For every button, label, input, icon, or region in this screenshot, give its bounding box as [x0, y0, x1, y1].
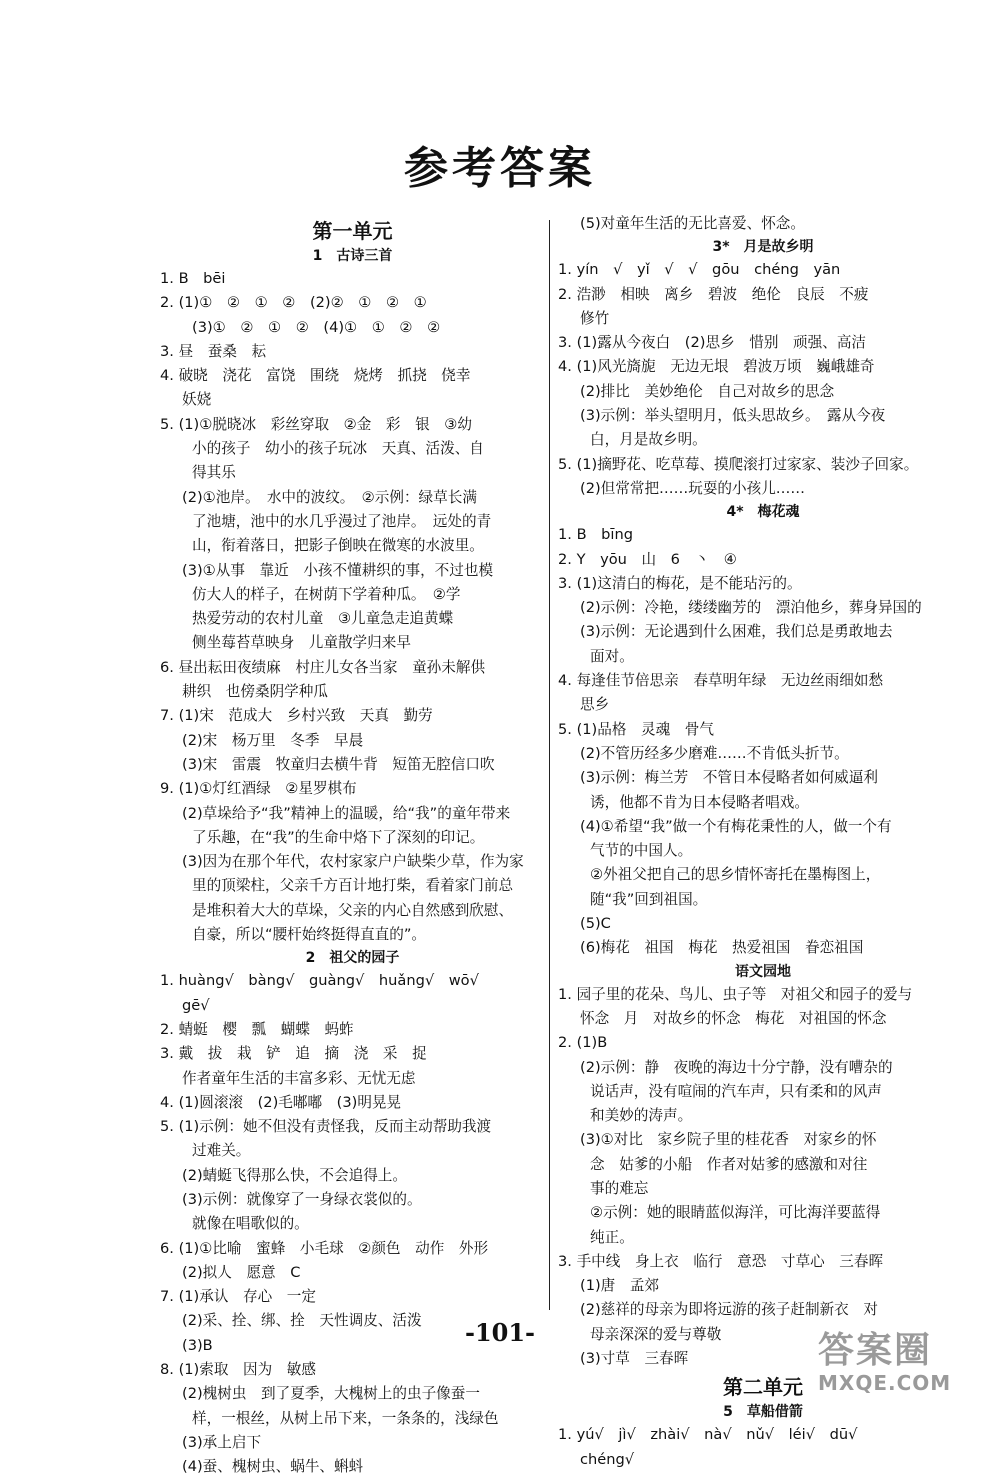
answer-subline: (3)寸草 三春晖 — [580, 1350, 689, 1368]
answer-continuation: 母亲深深的爱与尊敬 — [590, 1325, 722, 1343]
answer-subline: (3)宋 雷震 牧童归去横牛背 短笛无腔信口吹 — [182, 755, 495, 773]
watermark-cn: 答案圈 — [818, 1330, 933, 1371]
answer-subline: (2)蜻蜓飞得那么快，不会追得上。 — [182, 1166, 407, 1184]
answer-subline: (3)承上启下 — [182, 1433, 262, 1451]
answer-line: 2. 浩渺 相映 离乡 碧波 绝伦 良辰 不疲 — [558, 285, 869, 303]
answer-line: 5. (1)①脱晓冰 彩丝穿取 ②金 彩 银 ③幼 — [160, 415, 472, 433]
answer-subline: (5)对童年生活的无比喜爱、怀念。 — [580, 215, 805, 232]
answer-continuation: 诱，他都不肯为日本侵略者唱戏。 — [590, 793, 809, 811]
answer-continuation: 是堆积着大大的草垛，父亲的内心自然感到欣慰、 — [192, 901, 514, 919]
answer-subline: (2)拟人 愿意 C — [182, 1263, 301, 1281]
column-divider — [549, 220, 550, 1310]
answer-subline: (4)蚕、槐树虫、蜗牛、蝌蚪 — [182, 1458, 364, 1476]
answer-subline: (2)草垛给予“我”精神上的温暖，给“我”的童年带来 — [182, 804, 511, 822]
answer-continuation: 过难关。 — [192, 1142, 251, 1160]
answer-subline: (2)采、拴、绑、拴 天性调皮、活泼 — [182, 1312, 422, 1330]
answer-subline: 作者童年生活的丰富多彩、无忧无虑 — [182, 1069, 416, 1087]
answer-line: 5. (1)摘野花、吃草莓、摸爬滚打过家家、装沙子回家。 — [558, 455, 919, 473]
answer-line: 6. 昼出耘田夜绩麻 村庄儿女各当家 童孙未解供 — [160, 658, 486, 676]
lesson-heading: 5 草船借箭 — [723, 1404, 803, 1421]
unit-heading: 第一单元 — [312, 219, 393, 243]
answer-continuation: 小的孩子 幼小的孩子玩冰 天真、活泼、自 — [192, 440, 484, 458]
answer-subline: 妖娆 — [182, 391, 212, 409]
watermark-logo — [818, 1330, 988, 1400]
unit-heading: 第二单元 — [723, 1375, 803, 1400]
answer-continuation: 自豪，所以“腰杆始终挺得直直的”。 — [192, 926, 427, 944]
answer-line: 7. (1)宋 范成大 乡村兴致 天真 勤劳 — [160, 707, 433, 725]
answer-continuation: 里的顶梁柱，父亲千方百计地打柴，看着家门前总 — [192, 877, 514, 895]
answer-continuation: 热爱劳动的农村儿童 ③儿童急走追黄蝶 — [192, 610, 454, 628]
answer-subline: (2)①池岸。 水中的波纹。 ②示例：绿草长满 — [182, 488, 477, 506]
answer-subline: (2)示例：冷艳，缕缕幽芳的 漂泊他乡，葬身异国的 — [580, 599, 922, 617]
answer-line: 7. (1)承认 存心 一定 — [160, 1288, 316, 1306]
answer-continuation: 和美妙的涛声。 — [590, 1107, 693, 1125]
answer-continuation: 念 姑爹的小船 作者对姑爹的感激和对往 — [590, 1155, 868, 1173]
answer-subline: (2)慈祥的母亲为即将远游的孩子赶制新衣 对 — [580, 1301, 878, 1319]
answer-subline: gē√ — [182, 996, 210, 1014]
answer-line: 2. 蜻蜓 樱 瓢 蝴蝶 蚂蚱 — [160, 1020, 354, 1038]
answer-line: 4. (1)圆滚滚 (2)毛嘟嘟 (3)明晃晃 — [160, 1093, 402, 1111]
answers-left-column — [160, 215, 545, 1480]
answer-continuation: 得其乐 — [192, 464, 236, 482]
answer-subline: 耕织 也傍桑阴学种瓜 — [182, 683, 328, 701]
answer-subline: (2)槐树虫 到了夏季，大槐树上的虫子像蚕一 — [182, 1385, 480, 1403]
lesson-heading: 1 古诗三首 — [312, 248, 393, 264]
answer-line: 3. (1)这清白的梅花，是不能玷污的。 — [558, 574, 802, 592]
answer-subline: chéng√ — [580, 1450, 635, 1468]
answers-right-column — [558, 212, 968, 1472]
answer-subline: (2)排比 美妙绝伦 自己对故乡的思念 — [580, 382, 835, 400]
answer-continuation: 白，月是故乡明。 — [590, 431, 707, 449]
lesson-heading: 3* 月是故乡明 — [712, 239, 814, 256]
page-number: -101- — [464, 1318, 536, 1347]
answer-line: 2. Y yōu 山 6 丶 ④ — [558, 550, 737, 568]
answer-line: 3. (1)露从今夜白 (2)思乡 惜别 顽强、高洁 — [558, 334, 867, 352]
answer-subline: (5)C — [580, 915, 611, 933]
answer-line: 4. 破晓 浇花 富饶 围绕 烧烤 抓挠 侥幸 — [160, 367, 471, 385]
answer-continuation: 了乐趣，在“我”的生命中烙下了深刻的印记。 — [192, 828, 485, 846]
answer-line: 1. B bīng — [558, 526, 633, 544]
answer-subline: (2)但常常把……玩耍的小孩儿…… — [580, 479, 805, 497]
answer-line: 3. 戴 拔 栽 铲 追 摘 浇 采 捉 — [160, 1045, 427, 1063]
answer-line: 1. 园子里的花朵、鸟儿、虫子等 对祖父和园子的爱与 — [558, 985, 913, 1003]
answer-line: 4. (1)风光旖旎 无边无垠 碧波万顷 巍峨雄奇 — [558, 358, 875, 376]
answer-continuation: 侧坐莓苔草映身 儿童散学归来早 — [192, 634, 411, 652]
page-title: 参考答案 — [404, 143, 596, 194]
answer-continuation: ②示例：她的眼睛蓝似海洋，可比海洋要蓝得 — [590, 1204, 881, 1222]
answer-continuation: 随“我”回到祖国。 — [590, 890, 708, 908]
answer-continuation: 气节的中国人。 — [590, 842, 693, 860]
answer-line: 1. yú√ jì√ zhài√ nà√ nǔ√ léi√ dū√ — [558, 1426, 858, 1444]
answer-line: 3. 手中线 身上衣 临行 意恐 寸草心 三春晖 — [558, 1252, 884, 1270]
answer-subline: (4)①希望“我”做一个有梅花秉性的人，做一个有 — [580, 817, 892, 835]
answer-continuation: 山，衔着落日，把影子倒映在微寒的水波里。 — [192, 537, 484, 555]
answer-subline: (3)①对比 家乡院子里的桂花香 对家乡的怀 — [580, 1131, 877, 1149]
answer-subline: (3)示例：无论遇到什么困难，我们总是勇敢地去 — [580, 623, 893, 641]
answer-subline: (2)宋 杨万里 冬季 早晨 — [182, 731, 364, 749]
answer-subline: (2)不管历经多少磨难……不肯低头折节。 — [580, 744, 849, 762]
answer-line: 3. 昼 蚕桑 耘 — [160, 342, 267, 360]
answer-line: 1. yín √ yǐ √ √ gōu chéng yān — [558, 261, 841, 279]
lesson-heading: 2 祖父的园子 — [305, 950, 400, 967]
answer-line: 6. (1)①比喻 蜜蜂 小毛球 ②颜色 动作 外形 — [160, 1239, 489, 1257]
answer-continuation: 纯正。 — [590, 1228, 634, 1246]
answer-subline: 思乡 — [580, 696, 610, 714]
answer-line: 5. (1)品格 灵魂 骨气 — [558, 720, 714, 738]
answer-continuation: 就像在唱歌似的。 — [192, 1215, 309, 1233]
answer-subline: (3)因为在那个年代，农村家家户户缺柴少草，作为家 — [182, 853, 524, 871]
answer-subline: (3)示例：梅兰芳 不管日本侵略者如何威逼利 — [580, 769, 878, 787]
answer-subline: (3)示例：就像穿了一身绿衣裳似的。 — [182, 1190, 422, 1208]
answer-subline: (3)B — [182, 1336, 213, 1354]
answer-subline: (2)示例：静 夜晚的海边十分宁静，没有嘈杂的 — [580, 1058, 893, 1076]
answer-subline: 怀念 月 对故乡的怀念 梅花 对祖国的怀念 — [580, 1009, 887, 1027]
answer-line: 1. B bēi — [160, 270, 226, 287]
watermark-en: MXQE.COM — [818, 1371, 952, 1395]
answer-line: 2. (1)① ② ① ② (2)② ① ② ① — [160, 294, 427, 312]
answer-line: 1. huàng√ bàng√ guàng√ huǎng√ wō√ — [160, 972, 479, 990]
answer-subline: (1)唐 孟郊 — [580, 1277, 660, 1295]
answer-line: 4. 每逢佳节倍思亲 春草明年绿 无边丝雨细如愁 — [558, 672, 884, 690]
answer-line: 8. (1)索取 因为 敏感 — [160, 1361, 316, 1379]
answer-subline: (3)①从事 靠近 小孩不懂耕织的事，不过也模 — [182, 561, 494, 579]
lesson-heading: 语文园地 — [735, 963, 791, 980]
answer-continuation: 仿大人的样子，在树荫下学着种瓜。 ②学 — [192, 585, 461, 603]
answer-line: 5. (1)示例：她不但没有责怪我，反而主动帮助我渡 — [160, 1118, 492, 1136]
answer-continuation: 样，一根丝，从树上吊下来，一条条的，浅绿色 — [192, 1409, 499, 1427]
answer-line: 2. (1)B — [558, 1034, 608, 1052]
answer-continuation: 事的难忘 — [590, 1179, 649, 1197]
answer-subline: (6)梅花 祖国 梅花 热爱祖国 眷恋祖国 — [580, 939, 864, 957]
answer-continuation: ②外祖父把自己的思乡情怀寄托在墨梅图上， — [590, 866, 881, 884]
answer-continuation: 了池塘，池中的水几乎漫过了池岸。 远处的青 — [192, 512, 492, 530]
answer-line: 9. (1)①灯红酒绿 ②星罗棋布 — [160, 780, 357, 798]
answer-continuation: 说话声，没有喧闹的汽车声，只有柔和的风声 — [590, 1082, 882, 1100]
answer-continuation: (3)① ② ① ② (4)① ① ② ② — [192, 318, 441, 336]
lesson-heading: 4* 梅花魂 — [726, 504, 800, 521]
answer-subline: (3)示例：举头望明月，低头思故乡。 露从今夜 — [580, 407, 886, 425]
answer-continuation: 面对。 — [590, 647, 634, 665]
answer-subline: 修竹 — [580, 309, 610, 327]
